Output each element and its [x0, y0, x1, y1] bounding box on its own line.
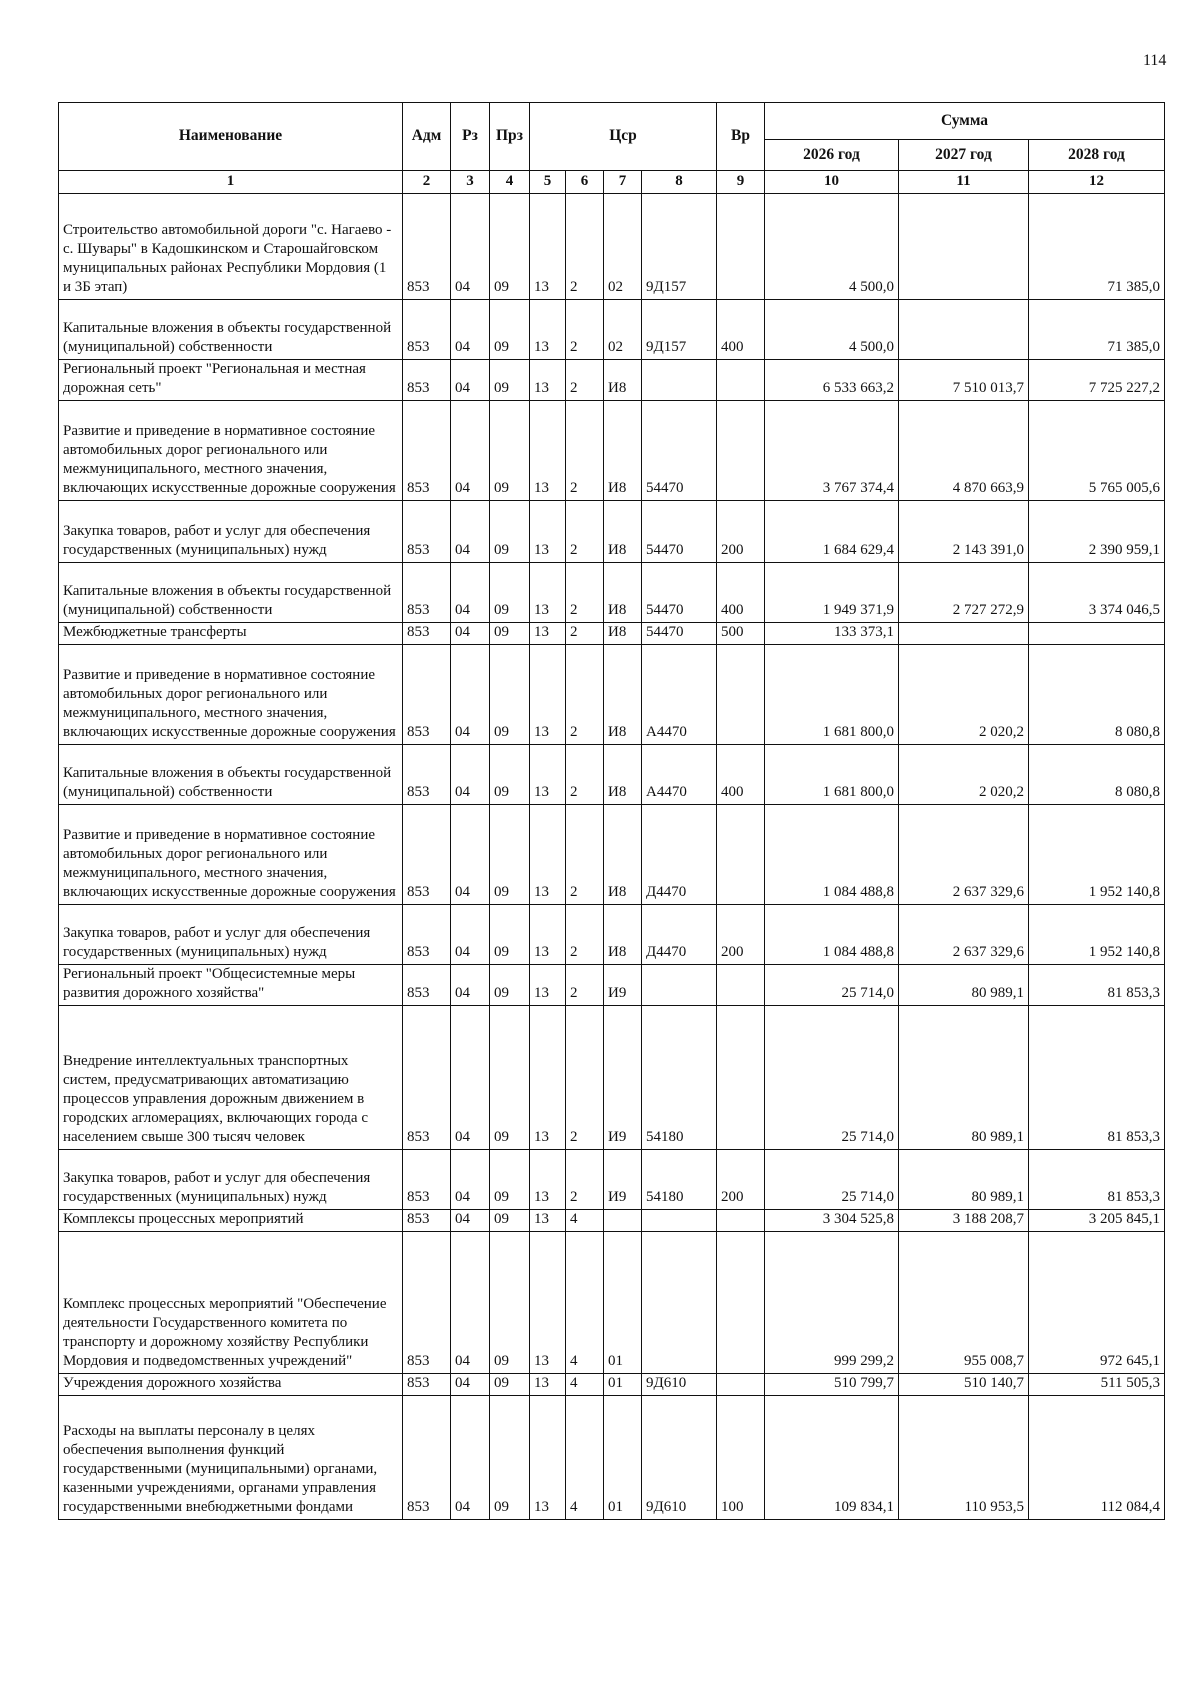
csr-part6-cell: 2: [566, 194, 604, 300]
csr-part7-cell: И8: [604, 360, 642, 401]
rz-cell: 04: [451, 1150, 490, 1210]
csr-part7-cell: И8: [604, 563, 642, 623]
table-row: [59, 1232, 1165, 1374]
csr-part5-cell: 13: [530, 401, 566, 501]
sum-2026-cell: 1 084 488,8: [765, 805, 899, 905]
table-row: [59, 1396, 1165, 1520]
csr-part7-cell: 01: [604, 1396, 642, 1520]
column-number-row: [59, 171, 1165, 194]
prz-cell: 09: [490, 360, 530, 401]
csr-part7-cell: И8: [604, 623, 642, 645]
csr-part5-cell: 13: [530, 1210, 566, 1232]
prz-cell: 09: [490, 563, 530, 623]
csr-part8-cell: 9Д157: [642, 194, 717, 300]
sum-2027-cell: 2 637 329,6: [899, 805, 1029, 905]
sum-2026-cell: 3 304 525,8: [765, 1210, 899, 1232]
sum-2028-cell: 3 374 046,5: [1029, 563, 1165, 623]
vr-cell: [717, 401, 765, 501]
vr-cell: [717, 1232, 765, 1374]
rz-cell: 04: [451, 805, 490, 905]
csr-part6-cell: 2: [566, 360, 604, 401]
vr-cell: 200: [717, 501, 765, 563]
sum-2028-cell: 972 645,1: [1029, 1232, 1165, 1374]
header-name: Наименование: [59, 103, 403, 171]
page-number: 114: [1143, 52, 1167, 69]
sum-2026-cell: 4 500,0: [765, 194, 899, 300]
csr-part8-cell: 54470: [642, 563, 717, 623]
csr-part8-cell: 9Д157: [642, 300, 717, 360]
csr-part6-cell: 2: [566, 300, 604, 360]
adm-cell: 853: [403, 745, 451, 805]
table-row: [59, 805, 1165, 905]
sum-2026-cell: 133 373,1: [765, 623, 899, 645]
header-prz: Прз: [490, 103, 530, 171]
rz-cell: 04: [451, 360, 490, 401]
csr-part5-cell: 13: [530, 905, 566, 965]
sum-2026-cell: 510 799,7: [765, 1374, 899, 1396]
csr-part7-cell: И8: [604, 501, 642, 563]
sum-2027-cell: [899, 194, 1029, 300]
csr-part8-cell: 9Д610: [642, 1374, 717, 1396]
csr-part7-cell: И8: [604, 905, 642, 965]
header-year-2027: 2027 год: [899, 140, 1029, 171]
budget-table: [58, 102, 1165, 1520]
table-row: [59, 1210, 1165, 1232]
adm-cell: 853: [403, 563, 451, 623]
rz-cell: 04: [451, 623, 490, 645]
sum-2028-cell: 1 952 140,8: [1029, 905, 1165, 965]
prz-cell: 09: [490, 401, 530, 501]
sum-2028-cell: [1029, 623, 1165, 645]
csr-part5-cell: 13: [530, 745, 566, 805]
prz-cell: 09: [490, 501, 530, 563]
sum-2026-cell: 6 533 663,2: [765, 360, 899, 401]
rz-cell: 04: [451, 563, 490, 623]
csr-part8-cell: А4470: [642, 645, 717, 745]
csr-part7-cell: И9: [604, 1150, 642, 1210]
csr-part8-cell: [642, 965, 717, 1006]
name-cell: Капитальные вложения в объекты государственной (муниципальной) собственности: [59, 300, 403, 360]
prz-cell: 09: [490, 805, 530, 905]
adm-cell: 853: [403, 645, 451, 745]
sum-2027-cell: 2 637 329,6: [899, 905, 1029, 965]
csr-part5-cell: 13: [530, 623, 566, 645]
adm-cell: 853: [403, 300, 451, 360]
rz-cell: 04: [451, 501, 490, 563]
vr-cell: [717, 1210, 765, 1232]
vr-cell: 200: [717, 1150, 765, 1210]
csr-part5-cell: 13: [530, 194, 566, 300]
column-number: 5: [530, 171, 566, 194]
csr-part7-cell: 02: [604, 194, 642, 300]
name-cell: Учреждения дорожного хозяйства: [59, 1374, 403, 1396]
header-vr: Вр: [717, 103, 765, 171]
vr-cell: [717, 194, 765, 300]
table-row: [59, 563, 1165, 623]
sum-2028-cell: 71 385,0: [1029, 300, 1165, 360]
name-cell: Капитальные вложения в объекты государственной (муниципальной) собственности: [59, 745, 403, 805]
name-cell: Строительство автомобильной дороги "с. Нагаево - с. Шувары" в Кадошкинском и Старошайговском муниципальных районах Республики Мордовия (1 и 3Б этап): [59, 194, 403, 300]
sum-2028-cell: 511 505,3: [1029, 1374, 1165, 1396]
csr-part8-cell: 54470: [642, 401, 717, 501]
name-cell: Региональный проект "Общесистемные меры развития дорожного хозяйства": [59, 965, 403, 1006]
csr-part7-cell: 01: [604, 1374, 642, 1396]
prz-cell: 09: [490, 1150, 530, 1210]
csr-part6-cell: 4: [566, 1396, 604, 1520]
csr-part5-cell: 13: [530, 1150, 566, 1210]
sum-2028-cell: 81 853,3: [1029, 1150, 1165, 1210]
sum-2026-cell: 4 500,0: [765, 300, 899, 360]
column-number: 8: [642, 171, 717, 194]
table-row: [59, 194, 1165, 300]
sum-2028-cell: 81 853,3: [1029, 1006, 1165, 1150]
sum-2026-cell: 3 767 374,4: [765, 401, 899, 501]
adm-cell: 853: [403, 1374, 451, 1396]
adm-cell: 853: [403, 1232, 451, 1374]
name-cell: Закупка товаров, работ и услуг для обеспечения государственных (муниципальных) нужд: [59, 501, 403, 563]
csr-part8-cell: [642, 1232, 717, 1374]
csr-part5-cell: 13: [530, 645, 566, 745]
csr-part5-cell: 13: [530, 1396, 566, 1520]
csr-part7-cell: И9: [604, 1006, 642, 1150]
sum-2028-cell: 2 390 959,1: [1029, 501, 1165, 563]
csr-part6-cell: 2: [566, 1150, 604, 1210]
csr-part5-cell: 13: [530, 563, 566, 623]
sum-2027-cell: 80 989,1: [899, 1006, 1029, 1150]
sum-2028-cell: 5 765 005,6: [1029, 401, 1165, 501]
csr-part7-cell: 01: [604, 1232, 642, 1374]
table-row: [59, 623, 1165, 645]
csr-part6-cell: 4: [566, 1210, 604, 1232]
prz-cell: 09: [490, 745, 530, 805]
rz-cell: 04: [451, 300, 490, 360]
prz-cell: 09: [490, 1396, 530, 1520]
rz-cell: 04: [451, 905, 490, 965]
csr-part6-cell: 4: [566, 1232, 604, 1374]
vr-cell: 100: [717, 1396, 765, 1520]
sum-2027-cell: 2 020,2: [899, 745, 1029, 805]
sum-2026-cell: 25 714,0: [765, 965, 899, 1006]
vr-cell: 500: [717, 623, 765, 645]
csr-part8-cell: [642, 360, 717, 401]
csr-part6-cell: 2: [566, 645, 604, 745]
sum-2027-cell: 2 727 272,9: [899, 563, 1029, 623]
name-cell: Закупка товаров, работ и услуг для обеспечения государственных (муниципальных) нужд: [59, 1150, 403, 1210]
header-rz: Рз: [451, 103, 490, 171]
column-number: 12: [1029, 171, 1165, 194]
sum-2027-cell: [899, 623, 1029, 645]
sum-2028-cell: 8 080,8: [1029, 745, 1165, 805]
table-row: [59, 401, 1165, 501]
vr-cell: [717, 1006, 765, 1150]
csr-part8-cell: 54470: [642, 623, 717, 645]
column-number: 4: [490, 171, 530, 194]
adm-cell: 853: [403, 965, 451, 1006]
csr-part7-cell: [604, 1210, 642, 1232]
csr-part8-cell: А4470: [642, 745, 717, 805]
prz-cell: 09: [490, 1374, 530, 1396]
table-row: [59, 1006, 1165, 1150]
sum-2026-cell: 1 684 629,4: [765, 501, 899, 563]
sum-2027-cell: 80 989,1: [899, 1150, 1029, 1210]
header-adm: Адм: [403, 103, 451, 171]
name-cell: Комплексы процессных мероприятий: [59, 1210, 403, 1232]
prz-cell: 09: [490, 1210, 530, 1232]
name-cell: Закупка товаров, работ и услуг для обеспечения государственных (муниципальных) нужд: [59, 905, 403, 965]
csr-part6-cell: 2: [566, 401, 604, 501]
csr-part8-cell: Д4470: [642, 905, 717, 965]
table-row: [59, 1374, 1165, 1396]
header-year-2026: 2026 год: [765, 140, 899, 171]
vr-cell: 400: [717, 745, 765, 805]
sum-2028-cell: 112 084,4: [1029, 1396, 1165, 1520]
column-number: 10: [765, 171, 899, 194]
csr-part5-cell: 13: [530, 501, 566, 563]
name-cell: Развитие и приведение в нормативное состояние автомобильных дорог регионального или межмуниципального, местного значения, включающих искусственные дорожные сооружения: [59, 645, 403, 745]
sum-2027-cell: 3 188 208,7: [899, 1210, 1029, 1232]
name-cell: Капитальные вложения в объекты государственной (муниципальной) собственности: [59, 563, 403, 623]
sum-2027-cell: 955 008,7: [899, 1232, 1029, 1374]
csr-part5-cell: 13: [530, 1006, 566, 1150]
sum-2028-cell: 1 952 140,8: [1029, 805, 1165, 905]
csr-part6-cell: 2: [566, 1006, 604, 1150]
name-cell: Региональный проект "Региональная и местная дорожная сеть": [59, 360, 403, 401]
sum-2026-cell: 999 299,2: [765, 1232, 899, 1374]
rz-cell: 04: [451, 965, 490, 1006]
sum-2028-cell: 3 205 845,1: [1029, 1210, 1165, 1232]
sum-2028-cell: 81 853,3: [1029, 965, 1165, 1006]
rz-cell: 04: [451, 1232, 490, 1374]
adm-cell: 853: [403, 905, 451, 965]
adm-cell: 853: [403, 194, 451, 300]
name-cell: Расходы на выплаты персоналу в целях обеспечения выполнения функций государственными (муниципальными) органами, казенными учреждениями, органами управления государственными внебюджетными фондами: [59, 1396, 403, 1520]
csr-part6-cell: 2: [566, 905, 604, 965]
csr-part6-cell: 2: [566, 965, 604, 1006]
csr-part7-cell: 02: [604, 300, 642, 360]
csr-part7-cell: И8: [604, 805, 642, 905]
csr-part8-cell: [642, 1210, 717, 1232]
column-number: 7: [604, 171, 642, 194]
sum-2027-cell: 2 143 391,0: [899, 501, 1029, 563]
sum-2028-cell: 8 080,8: [1029, 645, 1165, 745]
vr-cell: 400: [717, 563, 765, 623]
sum-2028-cell: 71 385,0: [1029, 194, 1165, 300]
prz-cell: 09: [490, 1232, 530, 1374]
csr-part7-cell: И8: [604, 401, 642, 501]
rz-cell: 04: [451, 401, 490, 501]
sum-2026-cell: 25 714,0: [765, 1150, 899, 1210]
table-row: [59, 1150, 1165, 1210]
prz-cell: 09: [490, 300, 530, 360]
adm-cell: 853: [403, 401, 451, 501]
adm-cell: 853: [403, 1396, 451, 1520]
csr-part8-cell: 9Д610: [642, 1396, 717, 1520]
rz-cell: 04: [451, 645, 490, 745]
rz-cell: 04: [451, 1396, 490, 1520]
column-number: 3: [451, 171, 490, 194]
name-cell: Развитие и приведение в нормативное состояние автомобильных дорог регионального или межмуниципального, местного значения, включающих искусственные дорожные сооружения: [59, 401, 403, 501]
prz-cell: 09: [490, 1006, 530, 1150]
sum-2026-cell: 1 949 371,9: [765, 563, 899, 623]
csr-part5-cell: 13: [530, 805, 566, 905]
csr-part6-cell: 2: [566, 563, 604, 623]
sum-2027-cell: 110 953,5: [899, 1396, 1029, 1520]
csr-part8-cell: 54180: [642, 1150, 717, 1210]
adm-cell: 853: [403, 805, 451, 905]
rz-cell: 04: [451, 745, 490, 805]
vr-cell: [717, 965, 765, 1006]
csr-part5-cell: 13: [530, 300, 566, 360]
rz-cell: 04: [451, 194, 490, 300]
prz-cell: 09: [490, 965, 530, 1006]
csr-part6-cell: 4: [566, 1374, 604, 1396]
sum-2027-cell: 7 510 013,7: [899, 360, 1029, 401]
sum-2028-cell: 7 725 227,2: [1029, 360, 1165, 401]
rz-cell: 04: [451, 1374, 490, 1396]
prz-cell: 09: [490, 645, 530, 745]
column-number: 9: [717, 171, 765, 194]
adm-cell: 853: [403, 1150, 451, 1210]
csr-part5-cell: 13: [530, 1232, 566, 1374]
csr-part8-cell: 54180: [642, 1006, 717, 1150]
sum-2026-cell: 109 834,1: [765, 1396, 899, 1520]
prz-cell: 09: [490, 905, 530, 965]
rz-cell: 04: [451, 1006, 490, 1150]
csr-part7-cell: И9: [604, 965, 642, 1006]
vr-cell: [717, 645, 765, 745]
column-number: 6: [566, 171, 604, 194]
csr-part7-cell: И8: [604, 645, 642, 745]
table-row: [59, 905, 1165, 965]
sum-2027-cell: [899, 300, 1029, 360]
vr-cell: [717, 360, 765, 401]
csr-part5-cell: 13: [530, 965, 566, 1006]
csr-part8-cell: Д4470: [642, 805, 717, 905]
rz-cell: 04: [451, 1210, 490, 1232]
prz-cell: 09: [490, 194, 530, 300]
name-cell: Развитие и приведение в нормативное состояние автомобильных дорог регионального или межмуниципального, местного значения, включающих искусственные дорожные сооружения: [59, 805, 403, 905]
column-number: 11: [899, 171, 1029, 194]
sum-2027-cell: 80 989,1: [899, 965, 1029, 1006]
prz-cell: 09: [490, 623, 530, 645]
adm-cell: 853: [403, 1006, 451, 1150]
csr-part6-cell: 2: [566, 623, 604, 645]
csr-part5-cell: 13: [530, 360, 566, 401]
vr-cell: [717, 1374, 765, 1396]
table-row: [59, 360, 1165, 401]
header-csr: Цср: [530, 103, 717, 171]
column-number: 2: [403, 171, 451, 194]
table-row: [59, 501, 1165, 563]
table-row: [59, 965, 1165, 1006]
vr-cell: [717, 805, 765, 905]
vr-cell: 200: [717, 905, 765, 965]
csr-part6-cell: 2: [566, 501, 604, 563]
sum-2026-cell: 25 714,0: [765, 1006, 899, 1150]
adm-cell: 853: [403, 360, 451, 401]
adm-cell: 853: [403, 501, 451, 563]
adm-cell: 853: [403, 623, 451, 645]
csr-part8-cell: 54470: [642, 501, 717, 563]
table-header: [59, 103, 1165, 194]
column-number: 1: [59, 171, 403, 194]
csr-part7-cell: И8: [604, 745, 642, 805]
name-cell: Межбюджетные трансферты: [59, 623, 403, 645]
table-body: [59, 194, 1165, 1520]
sum-2026-cell: 1 681 800,0: [765, 645, 899, 745]
table-row: [59, 745, 1165, 805]
sum-2026-cell: 1 681 800,0: [765, 745, 899, 805]
vr-cell: 400: [717, 300, 765, 360]
table-row: [59, 645, 1165, 745]
name-cell: Комплекс процессных мероприятий "Обеспечение деятельности Государственного комитета по транспорту и дорожному хозяйству Республики Мордовия и подведомственных учреждений": [59, 1232, 403, 1374]
csr-part6-cell: 2: [566, 805, 604, 905]
header-sum: Сумма: [765, 103, 1165, 140]
csr-part5-cell: 13: [530, 1374, 566, 1396]
table-row: [59, 300, 1165, 360]
sum-2026-cell: 1 084 488,8: [765, 905, 899, 965]
adm-cell: 853: [403, 1210, 451, 1232]
name-cell: Внедрение интеллектуальных транспортных систем, предусматривающих автоматизацию процессов управления дорожным движением в городских агломерациях, включающих города с населением свыше 300 тысяч человек: [59, 1006, 403, 1150]
csr-part6-cell: 2: [566, 745, 604, 805]
sum-2027-cell: 4 870 663,9: [899, 401, 1029, 501]
header-year-2028: 2028 год: [1029, 140, 1165, 171]
sum-2027-cell: 2 020,2: [899, 645, 1029, 745]
sum-2027-cell: 510 140,7: [899, 1374, 1029, 1396]
